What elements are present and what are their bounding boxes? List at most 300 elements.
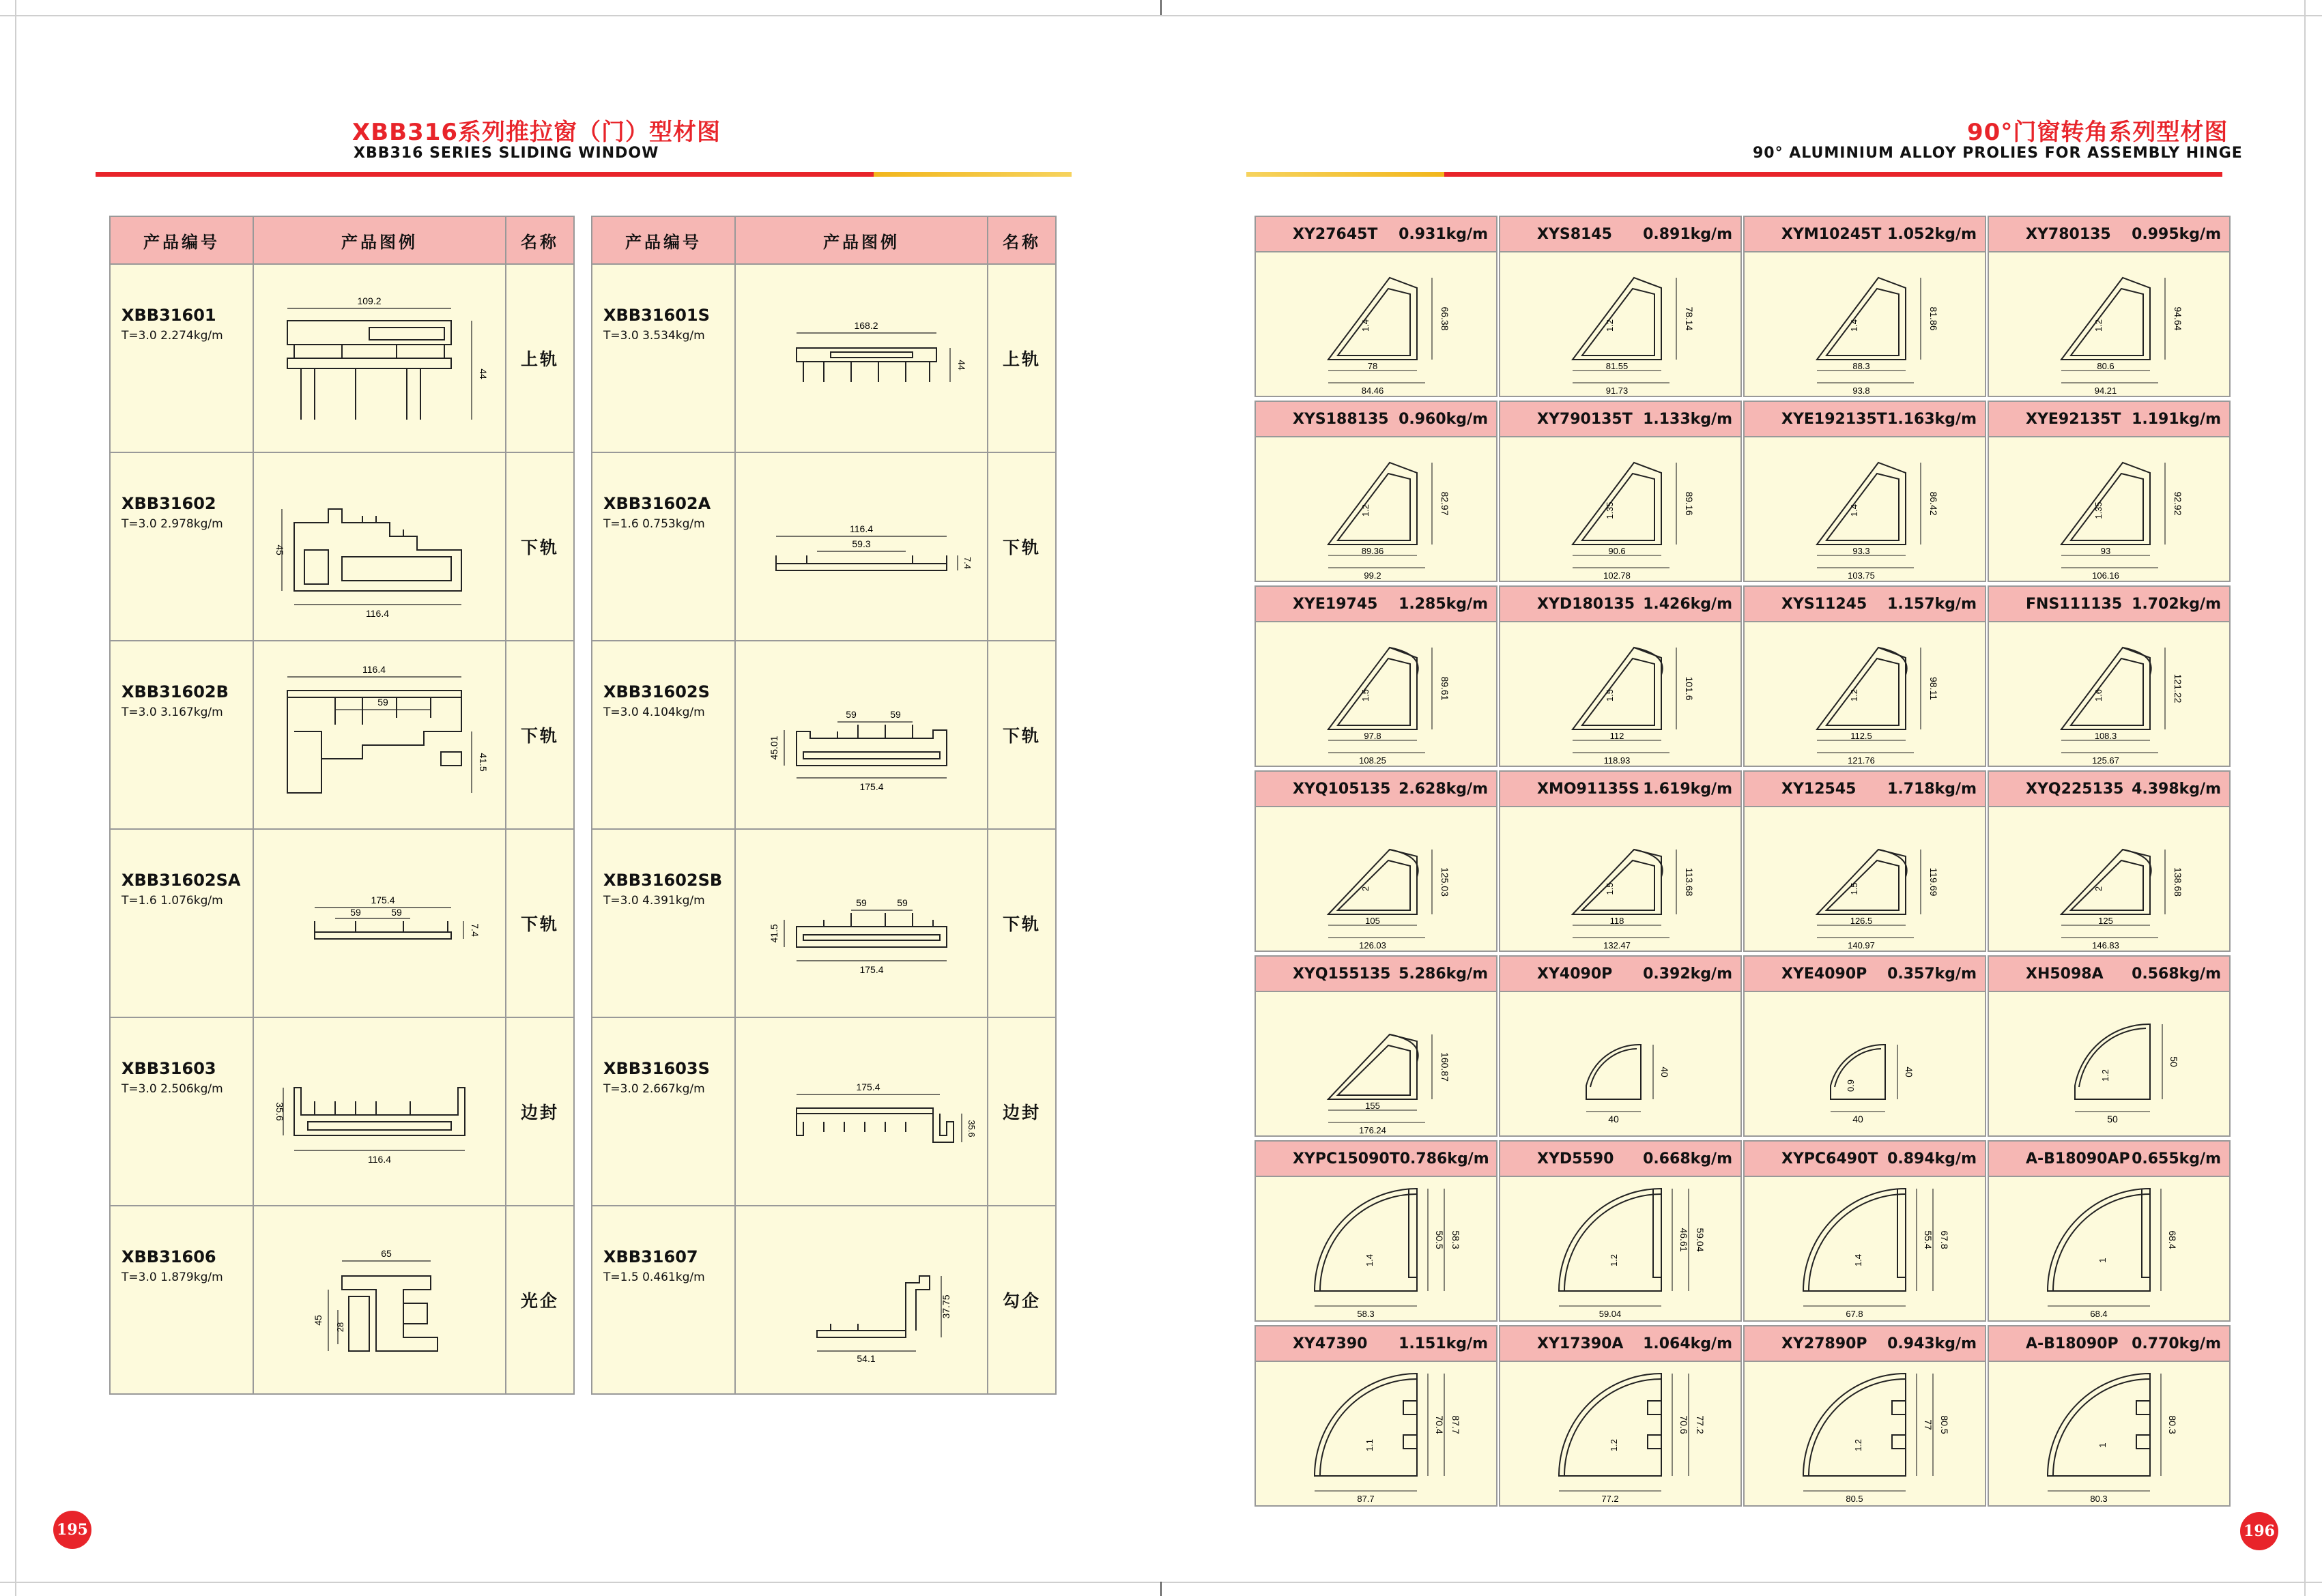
profile-code: XYD180135	[1537, 595, 1635, 613]
profile-drawing	[749, 656, 974, 813]
profile-card-header	[1256, 1326, 1496, 1362]
profile-weight: 2.628kg/m	[1399, 780, 1488, 798]
profile-drawing	[267, 845, 492, 1002]
dim-label: 94.21	[2094, 386, 2117, 396]
profile-drawing	[267, 1033, 492, 1190]
dim-label: 121.22	[2173, 673, 2183, 703]
product-spec: T=3.0 4.391kg/m	[603, 894, 705, 908]
table-row	[592, 829, 1056, 1017]
profile-code: XYE19745	[1293, 595, 1378, 613]
dim-label: 160.87	[1439, 1052, 1450, 1082]
profile-card	[1988, 770, 2231, 952]
page-number-left: 195	[53, 1511, 91, 1549]
profile-card	[1743, 585, 1986, 767]
dim-label: 80.5	[1846, 1494, 1863, 1504]
table-row	[110, 1017, 574, 1206]
dim-label: 80.3	[2167, 1415, 2178, 1434]
profile-drawing	[2007, 1182, 2211, 1318]
profile-card	[1499, 1140, 1742, 1322]
dim-label: 44	[956, 360, 967, 371]
product-name: 下轨	[506, 452, 574, 641]
dim-label: 59	[391, 907, 402, 918]
dim-label: 1.5	[1605, 688, 1615, 702]
product-spec: T=3.0 1.879kg/m	[121, 1271, 223, 1284]
profile-card	[1988, 585, 2231, 767]
profile-card-header	[1989, 957, 2229, 992]
dim-label: 59	[350, 907, 361, 918]
product-spec: T=3.0 3.167kg/m	[121, 706, 223, 719]
dim-label: 94.64	[2173, 306, 2183, 331]
profile-drawing	[1762, 997, 1967, 1133]
header-name: 名称	[506, 216, 574, 264]
dim-label: 1.35	[1605, 502, 1615, 519]
profile-code: A-B18090AP	[2026, 1150, 2130, 1167]
profile-code: XYS8145	[1537, 225, 1612, 243]
profile-card-header	[1745, 772, 1985, 807]
product-code: XBB31602S	[603, 682, 710, 701]
dim-label: 132.47	[1603, 940, 1631, 951]
dim-label: 125.67	[2092, 755, 2119, 766]
header-product-figure: 产品图例	[735, 216, 988, 264]
dim-label: 81.55	[1605, 361, 1629, 371]
dim-label: 1	[2097, 1442, 2108, 1448]
dim-label: 112	[1609, 731, 1624, 741]
dim-label: 54.1	[857, 1353, 876, 1364]
profile-weight: 0.786kg/m	[1399, 1150, 1489, 1167]
profile-code: FNS111135	[2026, 595, 2123, 613]
page-number-right: 196	[2240, 1512, 2278, 1550]
dim-label: 121.76	[1848, 755, 1875, 766]
profile-drawing	[1762, 257, 1967, 394]
profile-table-2	[591, 216, 1057, 1395]
profile-code: XYPC6490T	[1781, 1150, 1878, 1167]
profile-drawing	[1762, 1182, 1967, 1318]
profile-card-header	[1500, 957, 1740, 992]
table-row	[592, 452, 1056, 641]
dim-label: 59	[890, 709, 901, 720]
header-product-code: 产品编号	[110, 216, 253, 264]
dim-label: 126.03	[1359, 940, 1386, 951]
profile-code: XYQ105135	[1293, 780, 1391, 798]
dim-label: 2	[1360, 886, 1371, 892]
dim-label: 93	[2100, 546, 2111, 556]
profile-card-header	[1745, 957, 1985, 992]
left-header-rule-red	[96, 172, 874, 177]
profile-card-header	[1745, 217, 1985, 252]
dim-label: 126.5	[1850, 916, 1873, 926]
profile-drawing	[1518, 442, 1723, 579]
right-title-en: 90° ALUMINIUM ALLOY PROLIES FOR ASSEMBLY HINGE	[1753, 145, 2243, 162]
product-name: 上轨	[988, 264, 1056, 452]
dim-label: 50	[2107, 1114, 2118, 1125]
product-name: 下轨	[988, 829, 1056, 1017]
profile-weight: 1.426kg/m	[1643, 595, 1732, 613]
product-spec: T=3.0 2.667kg/m	[603, 1082, 705, 1096]
profile-card	[1499, 216, 1742, 397]
profile-card-header	[1745, 1326, 1985, 1362]
profile-card	[1988, 1140, 2231, 1322]
dim-label: 125	[2098, 916, 2113, 926]
profile-drawing	[1274, 627, 1478, 764]
dim-label: 40	[1904, 1067, 1915, 1077]
dim-label: 175.4	[371, 895, 395, 905]
dim-label: 46.61	[1678, 1228, 1689, 1252]
dim-label: 70.4	[1434, 1415, 1445, 1434]
profile-drawing	[749, 1033, 977, 1190]
dim-label: 50	[2168, 1056, 2179, 1067]
dim-label: 41.5	[478, 753, 489, 772]
product-name: 下轨	[506, 829, 574, 1017]
profile-card-header	[1256, 402, 1496, 437]
profile-card	[1499, 1325, 1742, 1507]
profile-card	[1499, 770, 1742, 952]
profile-weight: 0.995kg/m	[2132, 225, 2221, 243]
dim-label: 0.9	[1846, 1079, 1856, 1092]
profile-card	[1499, 585, 1742, 767]
table-row	[592, 1017, 1056, 1206]
profile-drawing	[749, 468, 974, 625]
profile-card	[1988, 955, 2231, 1137]
product-spec: T=3.0 3.534kg/m	[603, 329, 705, 343]
dim-label: 78.14	[1684, 306, 1695, 331]
profile-card-header	[1745, 402, 1985, 437]
table-row	[110, 829, 574, 1017]
dim-label: 93.8	[1852, 386, 1870, 396]
profile-card	[1743, 401, 1986, 582]
dim-label: 59	[897, 897, 908, 908]
left-page	[0, 0, 1160, 1596]
profile-code: XYE192135T	[1781, 410, 1887, 428]
profile-card	[1988, 1325, 2231, 1507]
dim-label: 77	[1923, 1419, 1934, 1430]
profile-drawing	[749, 1221, 974, 1378]
profile-drawing	[1762, 1367, 1967, 1503]
profile-code: A-B18090P	[2026, 1335, 2119, 1352]
product-code: XBB31606	[121, 1247, 216, 1266]
profile-code: XYPC15090T	[1293, 1150, 1400, 1167]
table-row	[110, 452, 574, 641]
product-name: 下轨	[506, 641, 574, 829]
profile-card-header	[1256, 587, 1496, 622]
dim-label: 59.04	[1695, 1228, 1706, 1252]
dim-label: 68.4	[2167, 1230, 2178, 1249]
profile-drawing	[2007, 442, 2211, 579]
dim-label: 102.78	[1603, 570, 1631, 581]
profile-card	[1743, 216, 1986, 397]
dim-label: 59	[377, 697, 388, 708]
dim-label: 68.4	[2090, 1309, 2108, 1319]
product-spec: T=3.0 2.978kg/m	[121, 517, 223, 531]
dim-label: 1.5	[1605, 882, 1615, 895]
dim-label: 90.6	[1608, 546, 1626, 556]
product-spec: T=3.0 4.104kg/m	[603, 706, 705, 719]
dim-label: 1.35	[2093, 502, 2104, 519]
dim-label: 125.03	[1439, 867, 1450, 897]
dim-label: 1.2	[2100, 1069, 2110, 1082]
dim-label: 65	[381, 1248, 392, 1259]
dim-label: 168.2	[854, 320, 878, 331]
dim-label: 1.5	[1360, 688, 1371, 702]
profile-drawing	[1274, 1367, 1478, 1503]
dim-label: 77.2	[1601, 1494, 1619, 1504]
profile-weight: 1.702kg/m	[2132, 595, 2221, 613]
profile-drawing	[2007, 257, 2211, 394]
dim-label: 155	[1365, 1101, 1380, 1111]
profile-card-header	[1500, 772, 1740, 807]
spine-mark-bottom	[1160, 1582, 1162, 1596]
profile-code: XMO91135S	[1537, 780, 1639, 798]
dim-label: 108.3	[2094, 731, 2117, 741]
profile-drawing	[1518, 997, 1723, 1133]
profile-card	[1499, 955, 1742, 1137]
spine-mark-top	[1160, 0, 1162, 15]
profile-weight: 0.668kg/m	[1643, 1150, 1732, 1167]
profile-drawing	[2007, 997, 2211, 1133]
profile-weight: 1.052kg/m	[1887, 225, 1977, 243]
profile-drawing	[1274, 1182, 1478, 1318]
product-name: 下轨	[988, 641, 1056, 829]
dim-label: 118.93	[1603, 755, 1631, 766]
profile-code: XY27890P	[1781, 1335, 1867, 1352]
profile-weight: 1.619kg/m	[1643, 780, 1732, 798]
dim-label: 1.2	[1849, 688, 1859, 702]
profile-drawing	[1762, 627, 1967, 764]
dim-label: 1.4	[1364, 1253, 1375, 1267]
profile-drawing	[1274, 812, 1478, 951]
profile-code: XYQ155135	[1293, 965, 1391, 983]
dim-label: 1.1	[1364, 1438, 1375, 1452]
profile-weight: 1.064kg/m	[1643, 1335, 1732, 1352]
profile-weight: 0.943kg/m	[1887, 1335, 1977, 1352]
dim-label: 59.04	[1599, 1309, 1622, 1319]
dim-label: 101.6	[1684, 676, 1695, 701]
dim-label: 1.2	[1609, 1438, 1619, 1452]
profile-weight: 1.718kg/m	[1887, 780, 1977, 798]
dim-label: 109.2	[357, 295, 382, 306]
profile-card-header	[1745, 1142, 1985, 1177]
profile-weight: 0.655kg/m	[2132, 1150, 2221, 1167]
dim-label: 2	[2093, 886, 2104, 892]
dim-label: 41.5	[769, 924, 779, 943]
profile-drawing	[1518, 812, 1723, 951]
profile-card	[1743, 955, 1986, 1137]
product-spec: T=1.5 0.461kg/m	[603, 1271, 705, 1284]
profile-code: XYQ225135	[2026, 780, 2124, 798]
dim-label: 70.6	[1678, 1415, 1689, 1434]
dim-label: 89.16	[1684, 491, 1695, 516]
profile-card	[1988, 401, 2231, 582]
dim-label: 45.01	[769, 736, 779, 760]
dim-label: 97.8	[1364, 731, 1381, 741]
profile-card	[1743, 1140, 1986, 1322]
dim-label: 108.25	[1359, 755, 1386, 766]
dim-label: 176.24	[1359, 1125, 1386, 1135]
dim-label: 93.3	[1852, 546, 1870, 556]
dim-label: 58.3	[1357, 1309, 1375, 1319]
left-title-cn: XBB316系列推拉窗（门）型材图	[352, 119, 721, 146]
profile-weight: 1.157kg/m	[1887, 595, 1977, 613]
product-code: XBB31602B	[121, 682, 229, 701]
dim-label: 91.73	[1605, 386, 1629, 396]
dim-label: 58.3	[1450, 1230, 1461, 1249]
product-code: XBB31602SA	[121, 871, 241, 890]
profile-drawing	[267, 280, 492, 437]
profile-weight: 0.931kg/m	[1399, 225, 1488, 243]
product-code: XBB31602A	[603, 494, 711, 513]
dim-label: 66.38	[1439, 306, 1450, 331]
dim-label: 59	[846, 709, 857, 720]
profile-weight: 0.894kg/m	[1887, 1150, 1977, 1167]
dim-label: 28	[335, 1322, 345, 1333]
dim-label: 86.42	[1928, 491, 1939, 516]
profile-weight: 1.133kg/m	[1643, 410, 1732, 428]
profile-code: XYM10245T	[1781, 225, 1882, 243]
profile-code: XY790135T	[1537, 410, 1633, 428]
dim-label: 138.68	[2173, 867, 2183, 897]
profile-drawing	[267, 468, 492, 625]
profile-weight: 0.568kg/m	[2132, 965, 2221, 983]
profile-card-header	[1256, 1142, 1496, 1177]
dim-label: 146.83	[2092, 940, 2119, 951]
profile-weight: 0.891kg/m	[1643, 225, 1732, 243]
dim-label: 1.4	[1853, 1253, 1863, 1267]
dim-label: 118	[1609, 916, 1624, 926]
profile-weight: 1.151kg/m	[1399, 1335, 1488, 1352]
dim-label: 1.2	[1609, 1253, 1619, 1267]
profile-card-header	[1989, 1326, 2229, 1362]
dim-label: 92.92	[2173, 491, 2183, 516]
profile-card	[1988, 216, 2231, 397]
table-row	[110, 1206, 574, 1394]
profile-card	[1743, 1325, 1986, 1507]
profile-drawing	[1274, 997, 1478, 1133]
dim-label: 40	[1659, 1067, 1670, 1077]
profile-weight: 0.960kg/m	[1399, 410, 1488, 428]
profile-drawing	[1762, 442, 1967, 579]
dim-label: 55.4	[1923, 1230, 1934, 1249]
profile-code: XYE4090P	[1781, 965, 1867, 983]
dim-label: 116.4	[368, 1154, 391, 1165]
dim-label: 112.5	[1850, 731, 1872, 741]
profile-card	[1255, 770, 1497, 952]
dim-label: 44	[478, 368, 489, 379]
dim-label: 78	[1367, 361, 1378, 371]
dim-label: 80.3	[2090, 1494, 2108, 1504]
profile-drawing	[2007, 627, 2211, 764]
table-row	[592, 641, 1056, 829]
right-header-rule-red	[1444, 172, 2222, 177]
dim-label: 59.3	[852, 538, 871, 549]
profile-drawing	[1274, 442, 1478, 579]
dim-label: 175.4	[859, 781, 884, 792]
profile-weight: 4.398kg/m	[2132, 780, 2221, 798]
profile-card	[1255, 1140, 1497, 1322]
product-code: XBB31603S	[603, 1059, 710, 1078]
profile-drawing	[1762, 812, 1967, 951]
product-name: 边封	[988, 1017, 1056, 1206]
profile-code: XYE92135T	[2026, 410, 2121, 428]
profile-drawing	[1518, 1367, 1723, 1503]
dim-label: 116.4	[366, 608, 389, 619]
dim-label: 103.75	[1848, 570, 1875, 581]
product-code: XBB31601	[121, 306, 216, 325]
product-spec: T=1.6 1.076kg/m	[121, 894, 223, 908]
product-code: XBB31601S	[603, 306, 710, 325]
profile-card-header	[1500, 1142, 1740, 1177]
profile-card-header	[1989, 587, 2229, 622]
profile-card-header	[1500, 402, 1740, 437]
dim-label: 59	[856, 897, 867, 908]
profile-weight: 0.357kg/m	[1887, 965, 1977, 983]
dim-label: 50.5	[1434, 1230, 1445, 1249]
right-header-rule-gold	[1246, 172, 1444, 177]
header-product-code: 产品编号	[592, 216, 735, 264]
profile-card	[1255, 1325, 1497, 1507]
dim-label: 35.6	[966, 1120, 977, 1137]
dim-label: 88.3	[1852, 361, 1870, 371]
dim-label: 1.2	[1853, 1438, 1863, 1452]
profile-card	[1255, 585, 1497, 767]
dim-label: 1.4	[1849, 319, 1859, 332]
dim-label: 105	[1365, 916, 1380, 926]
profile-card	[1255, 216, 1497, 397]
dim-label: 87.7	[1450, 1415, 1461, 1434]
profile-card	[1255, 401, 1497, 582]
product-name: 勾企	[988, 1206, 1056, 1394]
table-row	[592, 264, 1056, 452]
product-code: XBB31602SB	[603, 871, 723, 890]
dim-label: 1	[2097, 1258, 2108, 1263]
left-header-rule-gold	[874, 172, 1072, 177]
dim-label: 67.8	[1939, 1230, 1950, 1249]
dim-label: 7.4	[962, 556, 973, 570]
profile-code: XY27645T	[1293, 225, 1378, 243]
dim-label: 116.4	[362, 664, 386, 675]
dim-label: 82.97	[1439, 491, 1450, 516]
profile-card-header	[1500, 1326, 1740, 1362]
dim-label: 1.4	[1360, 319, 1371, 332]
profile-card-header	[1989, 217, 2229, 252]
profile-code: XYS11245	[1781, 595, 1867, 613]
dim-label: 67.8	[1846, 1309, 1863, 1319]
profile-code: XYD5590	[1537, 1150, 1614, 1167]
dim-label: 1.6	[2093, 688, 2104, 702]
profile-drawing	[1518, 627, 1723, 764]
header-product-figure: 产品图例	[253, 216, 506, 264]
dim-label: 35.6	[274, 1102, 285, 1121]
dim-label: 84.46	[1361, 386, 1384, 396]
product-code: XBB31607	[603, 1247, 698, 1266]
dim-label: 119.69	[1928, 867, 1939, 897]
dim-label: 40	[1608, 1114, 1619, 1125]
profile-weight: 1.163kg/m	[1887, 410, 1977, 428]
dim-label: 77.2	[1695, 1415, 1706, 1434]
profile-card-header	[1989, 1142, 2229, 1177]
dim-label: 37.75	[941, 1294, 951, 1319]
dim-label: 98.11	[1928, 677, 1939, 700]
profile-card-header	[1500, 217, 1740, 252]
left-title-en: XBB316 SERIES SLIDING WINDOW	[354, 145, 659, 162]
dim-label: 40	[1852, 1114, 1863, 1125]
profile-drawing	[2007, 1367, 2211, 1503]
profile-drawing	[749, 845, 974, 1002]
profile-code: XY4090P	[1537, 965, 1613, 983]
product-name: 光企	[506, 1206, 574, 1394]
profile-weight: 5.286kg/m	[1399, 965, 1488, 983]
dim-label: 1.2	[2093, 319, 2104, 332]
dim-label: 113.68	[1684, 867, 1695, 897]
profile-card	[1499, 401, 1742, 582]
